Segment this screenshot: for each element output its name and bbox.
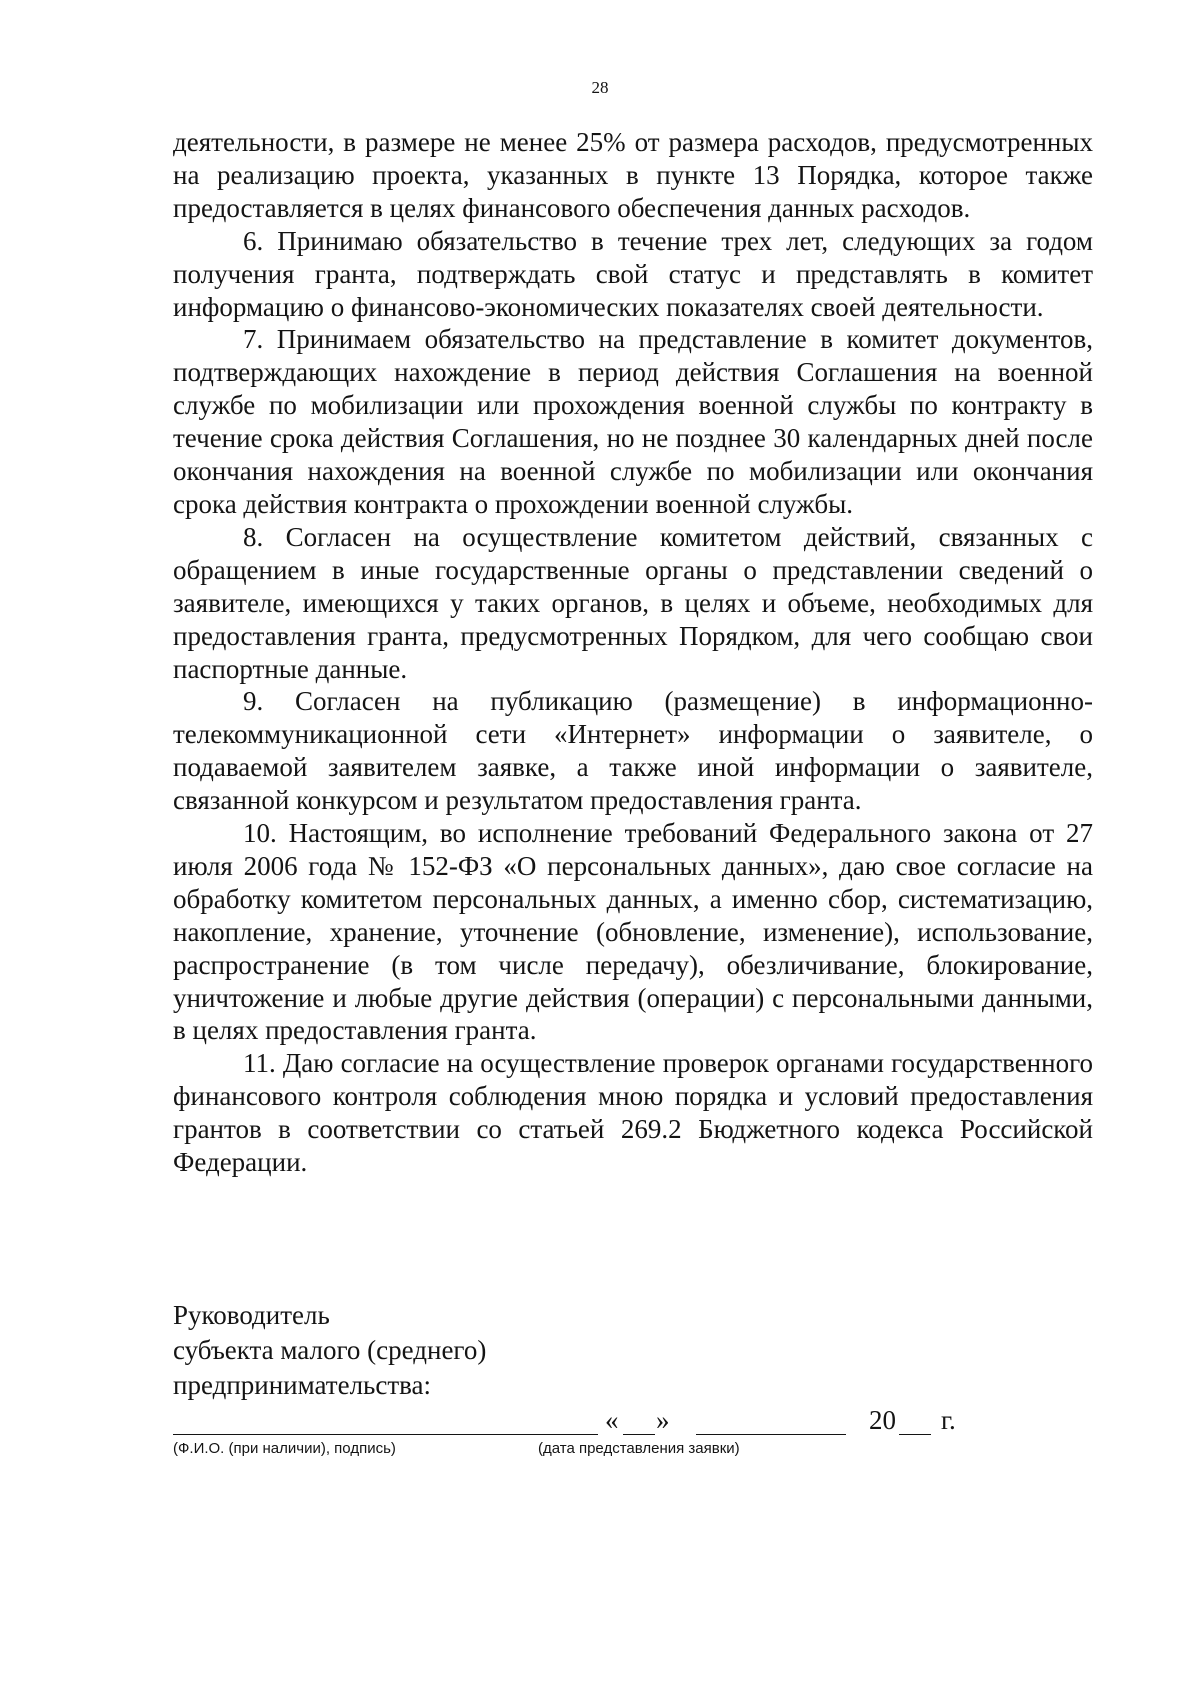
paragraph-10: 10. Настоящим, во исполнение требований Федерального закона от 27 июля 2006 года № 152-ФЗ «О персональных данных», даю свое согласие на обработку комитетом персональных данных, а именно сбор, систематизацию, накопление, хранение, уточнение (обновление, изменение), использование, распространение (в том числе передачу), обезличивание, блокирование, уничтожение и любые другие действия (операции) с персональными данными, в целях предоставления гранта.: [173, 818, 1093, 1046]
document-body: [173, 126, 1093, 1179]
caption-name-signature: (Ф.И.О. (при наличии), подпись): [173, 1440, 396, 1457]
quote-open: «: [605, 1405, 619, 1435]
year-prefix: 20: [869, 1405, 896, 1435]
year-suffix: г.: [941, 1405, 956, 1435]
signature-row: [173, 1406, 1013, 1440]
signature-name-line: [173, 1434, 598, 1435]
signature-title-line: субъекта малого (среднего): [173, 1335, 487, 1365]
year-line: [899, 1434, 931, 1435]
caption-application-date: (дата представления заявки): [538, 1440, 740, 1457]
month-line: [696, 1434, 846, 1435]
day-line: [623, 1434, 655, 1435]
paragraph-continuation: деятельности, в размере не менее 25% от размера расходов, предусмотренных на реализацию проекта, указанных в пункте 13 Порядка, которое также предоставляется в целях финансового обеспечения данных расходов.: [173, 127, 1093, 223]
paragraph-6: 6. Принимаю обязательство в течение трех лет, следующих за годом получения гранта, подтверждать свой статус и представлять в комитет информацию о финансово-экономических показателях своей деятельности.: [173, 225, 1093, 322]
paragraph-11: 11. Даю согласие на осуществление проверок органами государственного финансового контроля соблюдения мною порядка и условий предоставления грантов в соответствии со статьей 269.2 Бюджетного кодекса Российской Федерации.: [173, 1048, 1093, 1178]
signature-block-title: [173, 1298, 1093, 1403]
signature-title-line: Руководитель: [173, 1300, 330, 1330]
paragraph-8: 8. Согласен на осуществление комитетом действий, связанных с обращением в иные государственные органы о представлении сведений о заявителе, имеющихся у таких органов, в целях и объеме, необходимых для предоставления гранта, предусмотренных Порядком, для чего сообщаю свои паспортные данные.: [173, 521, 1093, 684]
signature-title-line: предпринимательства:: [173, 1370, 432, 1400]
page-number: 28: [591, 78, 609, 97]
paragraph-9: 9. Согласен на публикацию (размещение) в информационно-телекоммуникационной сети «Интернет» информации о заявителе, о подаваемой заявителем заявке, а также иной информации о заявителе, связанной конкурсом и результатом предоставления гранта.: [173, 686, 1093, 816]
paragraph-7: 7. Принимаем обязательство на представление в комитет документов, подтверждающих нахождение в период действия Соглашения на военной службе по мобилизации или прохождения военной службы по контракту в течение срока действия Соглашения, но не позднее 30 календарных дней после окончания нахождения на военной службе по мобилизации или окончания срока действия контракта о прохождении военной службы.: [173, 324, 1093, 519]
quote-close: »: [656, 1405, 670, 1435]
